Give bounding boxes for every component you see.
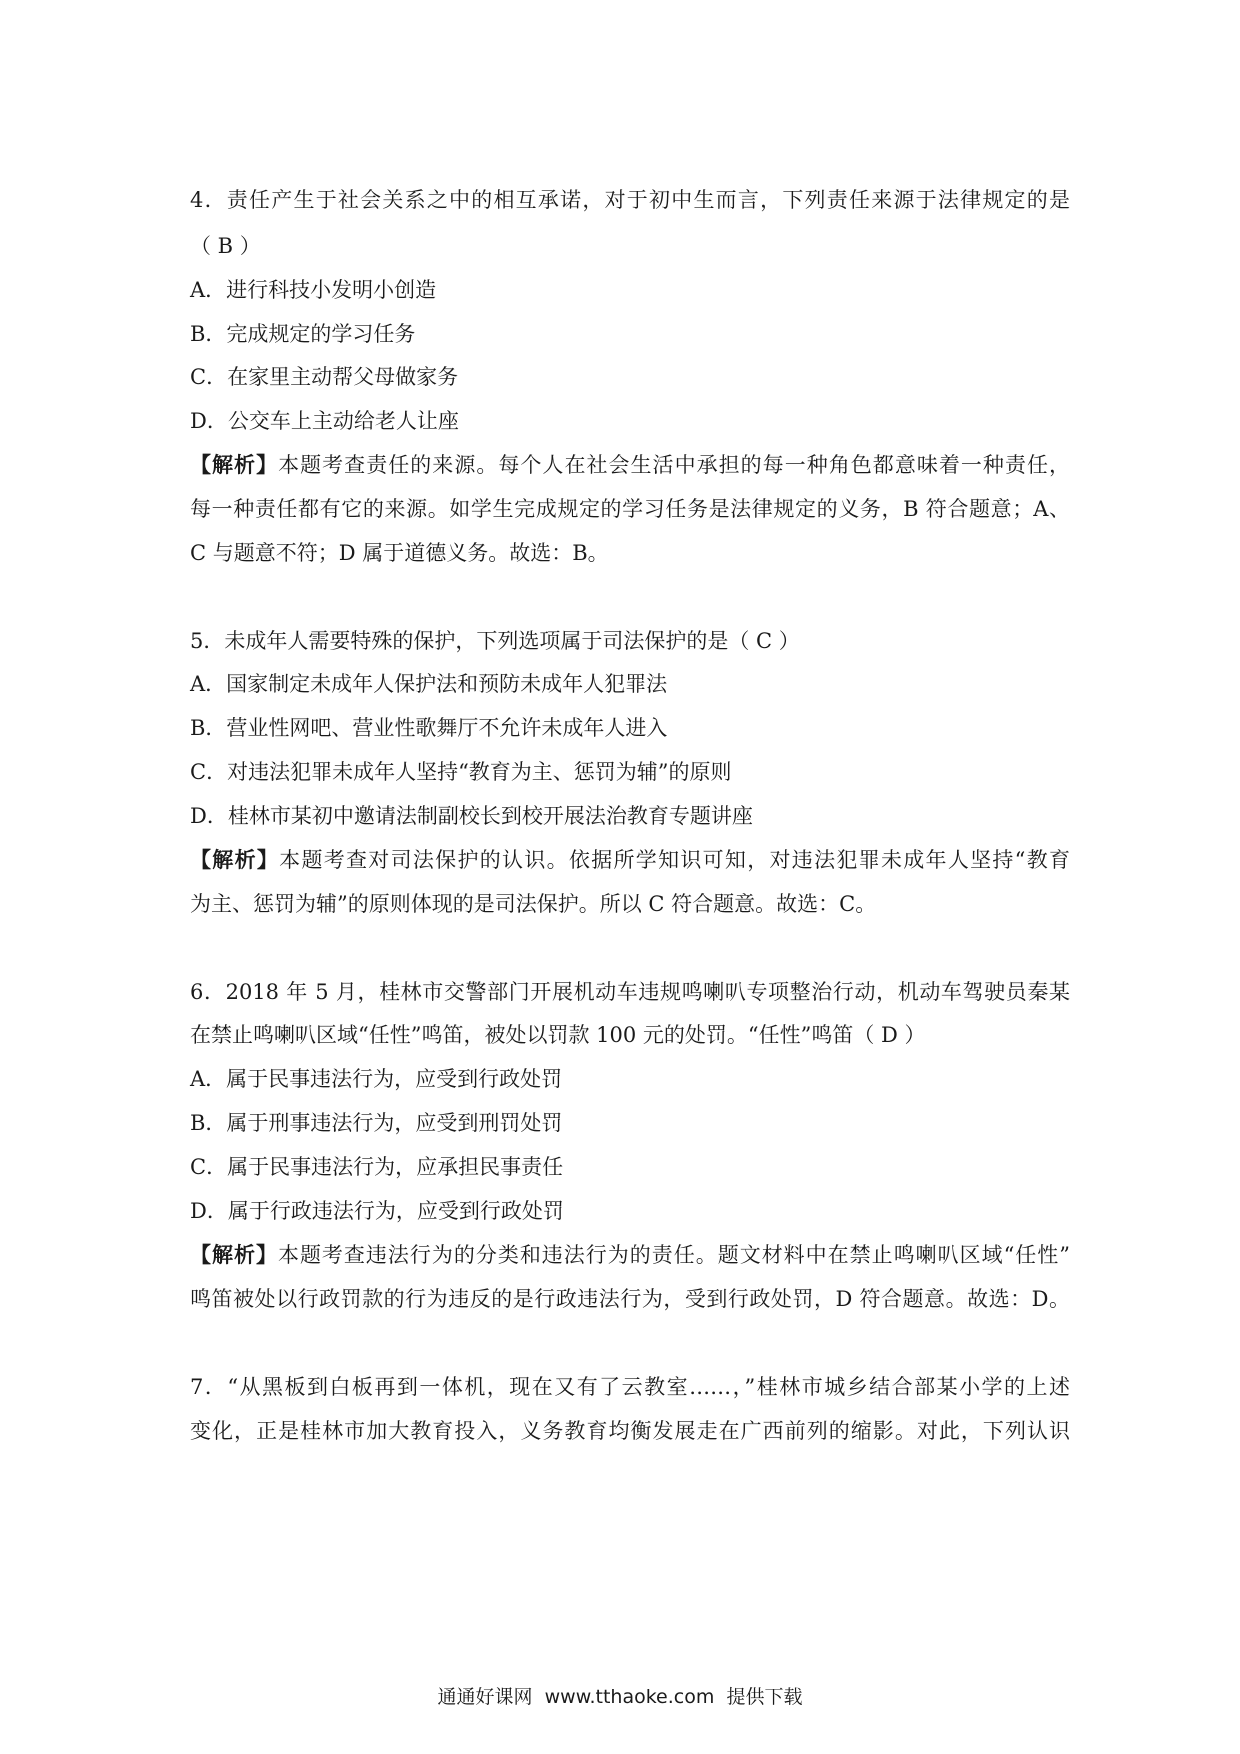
q4-option-c: C．在家里主动帮父母做家务: [190, 365, 459, 389]
analysis-tag: 【解析】: [190, 1242, 278, 1267]
q4-option-d: D．公交车上主动给老人让座: [190, 409, 459, 433]
q6-option-c: C．属于民事违法行为，应承担民事责任: [190, 1155, 564, 1179]
q4-analysis-text-1: 本题考查责任的来源。每个人在社会生活中承担的每一种角色都意味着一种责任，: [278, 453, 1071, 477]
q5-analysis-text-1: 本题考查对司法保护的认识。依据所学知识可知，对违法犯罪未成年人坚持“教育: [279, 848, 1070, 872]
q5-stem-line-1: 5．未成年人需要特殊的保护，下列选项属于司法保护的是（ C ）: [190, 629, 800, 653]
q5-option-a: A．国家制定未成年人保护法和预防未成年人犯罪法: [190, 672, 668, 696]
q4-stem-line-1: 4．责任产生于社会关系之中的相互承诺，对于初中生而言，下列责任来源于法律规定的是: [190, 188, 1070, 212]
q6-stem-line-2: 在禁止鸣喇叭区域“任性”鸣笛，被处以罚款 100 元的处罚。“任性”鸣笛（ D ）: [190, 1023, 926, 1047]
q4-analysis-line-1: [190, 451, 1070, 479]
q6-option-a: A．属于民事违法行为，应受到行政处罚: [190, 1067, 563, 1091]
q6-stem-line-1: 6．2018 年 5 月，桂林市交警部门开展机动车违规鸣喇叭专项整治行动，机动车驾驶员秦某: [190, 980, 1070, 1004]
q4-option-b: B．完成规定的学习任务: [190, 322, 416, 346]
footer-site-name: 通通好课网: [437, 1686, 533, 1708]
page-footer: [0, 1684, 1240, 1710]
q4-analysis-line-3: C 与题意不符；D 属于道德义务。故选：B。: [190, 541, 609, 565]
q6-analysis-text-1: 本题考查违法行为的分类和违法行为的责任。题文材料中在禁止鸣喇叭区域“任性”: [277, 1243, 1070, 1267]
footer-url: www.tthaoke.com: [544, 1686, 715, 1708]
q4-option-a: A．进行科技小发明小创造: [190, 278, 437, 302]
q6-analysis-line-2: 鸣笛被处以行政罚款的行为违反的是行政违法行为，受到行政处罚，D 符合题意。故选：D。: [190, 1287, 1070, 1311]
analysis-tag: 【解析】: [190, 452, 279, 477]
q4-analysis-line-2: 每一种责任都有它的来源。如学生完成规定的学习任务是法律规定的义务，B 符合题意；A、: [190, 497, 1070, 521]
q5-analysis-line-2: 为主、惩罚为辅”的原则体现的是司法保护。所以 C 符合题意。故选：C。: [190, 892, 877, 916]
footer-suffix: 提供下载: [726, 1686, 803, 1708]
q5-option-d: D．桂林市某初中邀请法制副校长到校开展法治教育专题讲座: [190, 804, 753, 828]
q5-option-c: C．对违法犯罪未成年人坚持“教育为主、惩罚为辅”的原则: [190, 760, 732, 784]
q6-analysis-line-1: [190, 1241, 1070, 1269]
q5-analysis-line-1: [190, 846, 1070, 874]
q5-option-b: B．营业性网吧、营业性歌舞厅不允许未成年人进入: [190, 716, 668, 740]
q6-option-d: D．属于行政违法行为，应受到行政处罚: [190, 1199, 564, 1223]
q7-stem-line-1: 7．“从黑板到白板再到一体机，现在又有了云教室……，”桂林市城乡结合部某小学的上述: [190, 1375, 1070, 1399]
q7-stem-line-2: 变化，正是桂林市加大教育投入，义务教育均衡发展走在广西前列的缩影。对此，下列认识: [190, 1419, 1070, 1443]
q4-stem-line-2: （ B ）: [190, 234, 261, 258]
q6-option-b: B．属于刑事违法行为，应受到刑罚处罚: [190, 1111, 563, 1135]
analysis-tag: 【解析】: [190, 847, 280, 872]
